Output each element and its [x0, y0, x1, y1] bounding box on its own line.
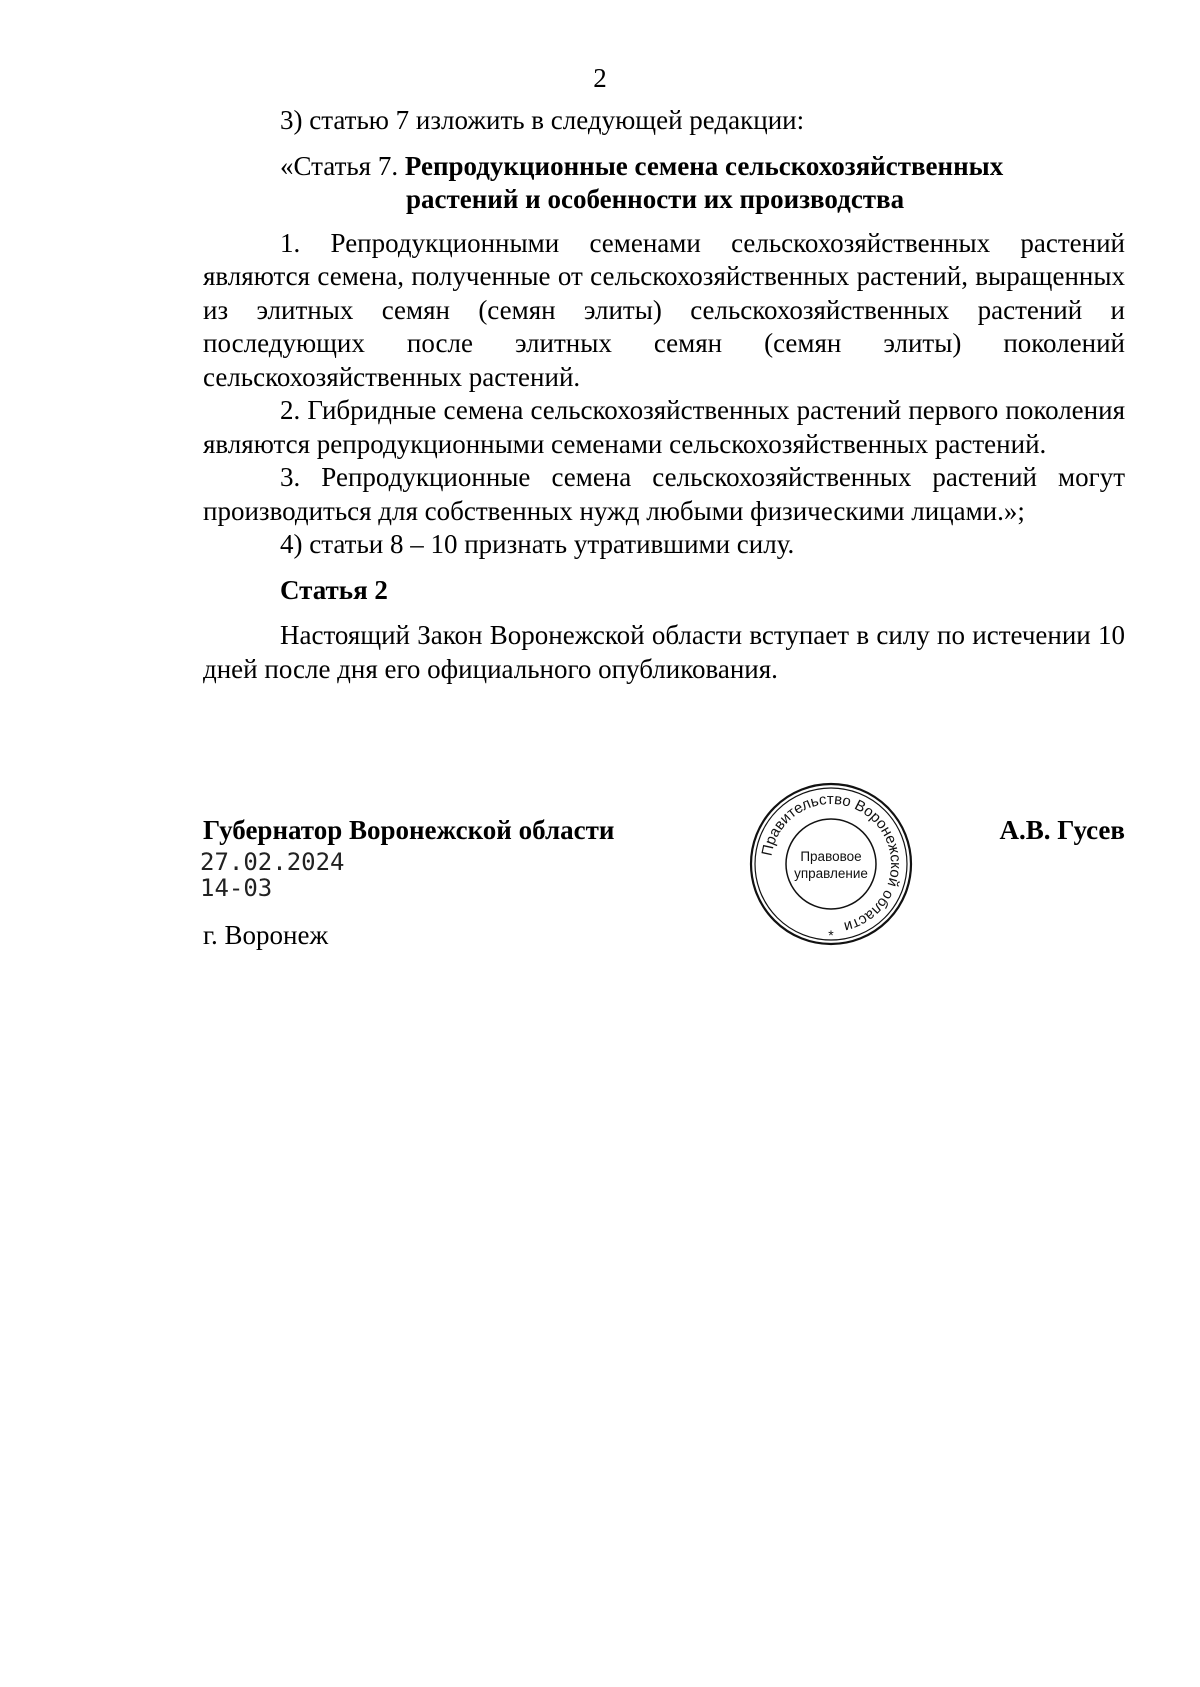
item-3-intro: 3) статью 7 изложить в следующей редакции: [280, 105, 805, 135]
paragraph-3: 3. Репродукционные семена сельскохозяйственных растений могут производиться для собственных нужд любыми физическими лицами.»; [203, 462, 1125, 526]
seal-ring-text: Правительство Воронежской области [758, 790, 905, 936]
paragraph-1: 1. Репродукционными семенами сельскохозяйственных растений являются семена, полученные от сельскохозяйственных растений, выращенных из элитных семян (семян элиты) сельскохозяйственных растений и последующих после элитных семян (семян элиты) поколений сельскохозяйственных растений. [203, 227, 1125, 392]
article-2-heading: Статья 2 [280, 574, 388, 605]
seal-center-line1: Правовое [800, 849, 862, 864]
document-body [203, 104, 1125, 686]
article-2-text: Настоящий Закон Воронежской области вступает в силу по истечении 10 дней после дня его официального опубликования. [203, 620, 1125, 684]
article-7-heading [203, 150, 1125, 217]
seal-center-line2: управление [794, 866, 868, 881]
signatory-position: Губернатор Воронежской области [203, 815, 615, 845]
article-7-prefix: «Статья 7. [280, 150, 399, 181]
law-number: 14-03 [200, 874, 273, 902]
article-7-title-line2: растений и особенности их производства [406, 184, 905, 214]
article-7-title-line1: Репродукционные семена сельскохозяйственных [404, 150, 1004, 181]
signing-city: г. Воронеж [203, 920, 329, 950]
item-4: 4) статьи 8 – 10 признать утратившими силу. [280, 529, 795, 559]
signing-date: 27.02.2024 [200, 848, 345, 876]
official-seal [746, 779, 916, 949]
seal-star: * [828, 927, 834, 943]
page-number: 2 [593, 63, 607, 93]
paragraph-2: 2. Гибридные семена сельскохозяйственных растений первого поколения являются репродукционными семенами сельскохозяйственных растений. [203, 395, 1125, 459]
signatory-name: А.В. Гусев [999, 815, 1125, 845]
